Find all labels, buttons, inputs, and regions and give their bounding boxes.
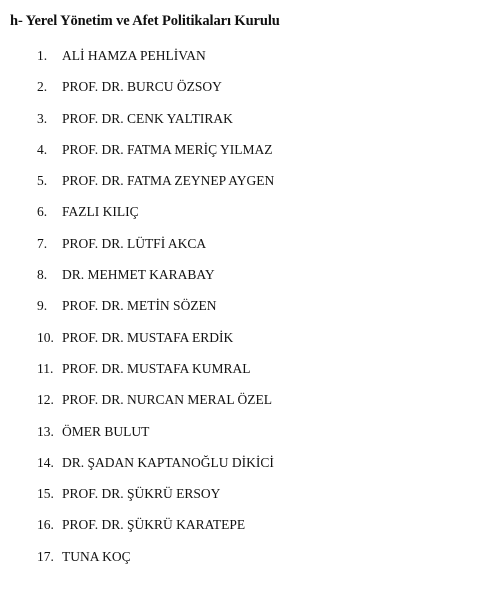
member-name: PROF. DR. ŞÜKRÜ ERSOY: [62, 486, 221, 502]
list-item: [37, 452, 274, 483]
member-name: PROF. DR. BURCU ÖZSOY: [62, 79, 222, 95]
item-number: 16.: [37, 517, 54, 533]
list-item: [37, 233, 274, 264]
list-item: [37, 327, 274, 358]
member-name: FAZLI KILIÇ: [62, 204, 139, 220]
member-name: PROF. DR. FATMA ZEYNEP AYGEN: [62, 173, 275, 189]
member-name: DR. ŞADAN KAPTANOĞLU DİKİCİ: [62, 454, 274, 470]
item-number: 9.: [37, 298, 48, 314]
list-item: [37, 139, 274, 170]
item-number: 13.: [37, 423, 54, 439]
list-item: [37, 295, 274, 326]
member-name: PROF. DR. NURCAN MERAL ÖZEL: [62, 392, 272, 408]
list-item: [37, 358, 274, 389]
item-number: 8.: [37, 267, 48, 283]
list-item: [37, 76, 274, 107]
item-number: 17.: [37, 548, 54, 564]
list-item: [37, 546, 274, 577]
item-number: 3.: [37, 110, 48, 126]
member-name: TUNA KOÇ: [62, 548, 131, 564]
list-item: [37, 389, 274, 420]
member-name: ÖMER BULUT: [62, 423, 150, 439]
member-list: [37, 45, 274, 577]
member-name: PROF. DR. LÜTFİ AKCA: [62, 235, 207, 251]
item-number: 14.: [37, 454, 54, 470]
section-heading: h- Yerel Yönetim ve Afet Politikaları Kurulu: [10, 13, 280, 29]
member-name: PROF. DR. ŞÜKRÜ KARATEPE: [62, 517, 246, 533]
list-item: [37, 201, 274, 232]
member-name: PROF. DR. CENK YALTIRAK: [62, 110, 233, 126]
list-item: [37, 264, 274, 295]
item-number: 4.: [37, 141, 48, 157]
member-name: PROF. DR. MUSTAFA ERDİK: [62, 329, 234, 345]
list-item: [37, 170, 274, 201]
item-number: 15.: [37, 486, 54, 502]
item-number: 6.: [37, 204, 48, 220]
item-number: 12.: [37, 392, 54, 408]
member-name: PROF. DR. METİN SÖZEN: [62, 298, 217, 314]
list-item: [37, 514, 274, 545]
list-item: [37, 421, 274, 452]
item-number: 1.: [37, 48, 48, 63]
item-number: 11.: [37, 360, 54, 376]
item-number: 10.: [37, 329, 54, 345]
member-name: PROF. DR. FATMA MERİÇ YILMAZ: [62, 141, 273, 157]
item-number: 5.: [37, 173, 48, 189]
list-item: [37, 108, 274, 139]
member-name: DR. MEHMET KARABAY: [62, 267, 215, 283]
list-item: [37, 45, 274, 76]
member-name: ALİ HAMZA PEHLİVAN: [62, 48, 206, 63]
list-item: [37, 483, 274, 514]
member-name: PROF. DR. MUSTAFA KUMRAL: [62, 360, 251, 376]
item-number: 2.: [37, 79, 48, 95]
item-number: 7.: [37, 235, 48, 251]
